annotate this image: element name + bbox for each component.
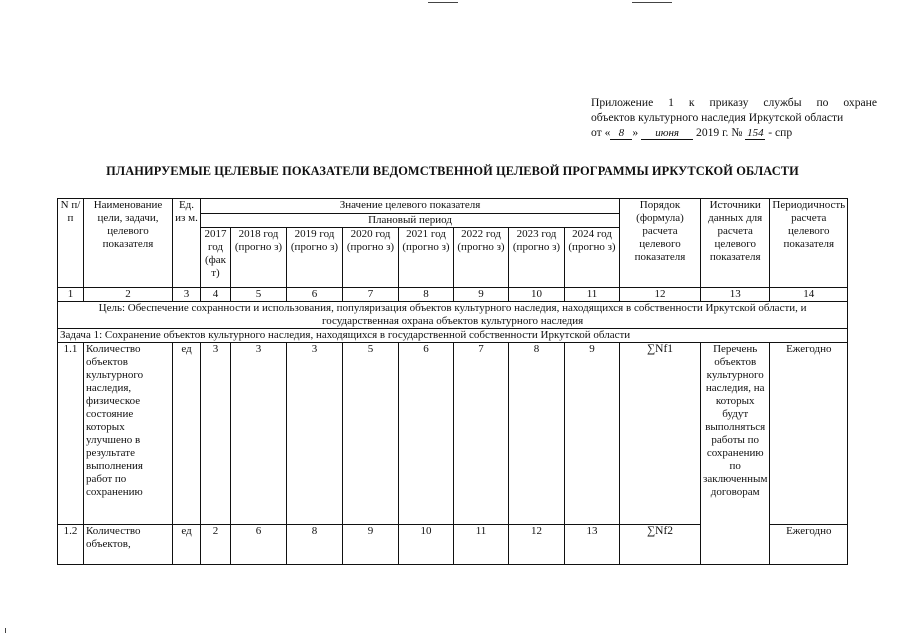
appendix-line-1: Приложение 1 к приказу службы по охране [591,96,877,109]
handwritten-number: 154 [747,127,764,139]
row-value: 9 [565,343,620,525]
row-unit: ед [173,525,201,565]
row-number: 1.1 [58,343,84,525]
row-value: 8 [509,343,565,525]
goal-row [58,302,848,329]
appendix-date-line [591,125,877,140]
header-year: 2022 год (прогно з) [454,228,509,288]
col-number: 13 [701,288,770,302]
header-year: 2023 год (прогно з) [509,228,565,288]
row-value: 10 [399,525,454,565]
row-value: 2 [201,525,231,565]
row-value: 11 [454,525,509,565]
handwritten-month: июня [641,128,693,140]
col-number: 4 [201,288,231,302]
row-period: Ежегодно [770,343,848,525]
header-num: N п/п [58,199,84,288]
col-number: 8 [399,288,454,302]
col-number: 5 [231,288,287,302]
row-formula: ∑Nf1 [620,343,701,525]
goal-text: Цель: Обеспечение сохранности и использования, популяризация объектов культурного наследия, находящихся в собственности Иркутской области, и государственная охрана объектов культурного наследия [58,302,848,329]
handwritten-day: 8 [610,128,632,140]
row-value: 7 [454,343,509,525]
date-prefix: от « [591,126,611,139]
row-value: 3 [231,343,287,525]
col-number: 7 [343,288,399,302]
row-value: 3 [201,343,231,525]
header-plan-period: Плановый период [201,214,620,228]
task-text: Задача 1: Сохранение объектов культурного наследия, находящихся в государственной собственности Иркутской области [58,329,848,343]
col-number: 2 [84,288,173,302]
col-number: 11 [565,288,620,302]
col-number: 1 [58,288,84,302]
header-sources: Источники данных для расчета целевого показателя [701,199,770,288]
row-value: 6 [399,343,454,525]
header-value-group: Значение целевого показателя [201,199,620,214]
col-number: 9 [454,288,509,302]
row-number: 1.2 [58,525,84,565]
indicators-table [57,198,848,565]
col-number: 6 [287,288,343,302]
page-title: ПЛАНИРУЕМЫЕ ЦЕЛЕВЫЕ ПОКАЗАТЕЛИ ВЕДОМСТВЕННОЙ ЦЕЛЕВОЙ ПРОГРАММЫ ИРКУТСКОЙ ОБЛАСТИ [106,164,799,178]
row-formula: ∑Nf2 [620,525,701,565]
row-value: 5 [343,343,399,525]
header-year: 2020 год (прогно з) [343,228,399,288]
appendix-line-2: объектов культурного наследия Иркутской области [591,111,844,124]
table-row [58,343,848,525]
header-year: 2019 год (прогно з) [287,228,343,288]
row-value: 9 [343,525,399,565]
row-indicator-name: Количество объектов, [84,525,173,565]
top-edge-line [632,2,672,3]
appendix-block [591,95,877,140]
header-row-1 [58,199,848,214]
header-year: 2017 год (фак т) [201,228,231,288]
row-value: 3 [287,343,343,525]
header-period: Периодичность расчета целевого показателя [770,199,848,288]
col-number: 14 [770,288,848,302]
header-name: Наименование цели, задачи, целевого показателя [84,199,173,288]
edge-mark [5,628,6,633]
col-number: 10 [509,288,565,302]
row-period: Ежегодно [770,525,848,565]
header-year: 2024 год (прогно з) [565,228,620,288]
date-suffix: - спр [768,126,793,139]
header-year: 2018 год (прогно з) [231,228,287,288]
col-number: 3 [173,288,201,302]
top-edge-line [428,2,458,3]
date-year: 2019 г. № [696,126,743,139]
row-value: 12 [509,525,565,565]
row-indicator-name: Количество объектов культурного наследия, физическое состояние которых улучшено в результате выполнения работ по сохранению [84,343,173,525]
row-value: 8 [287,525,343,565]
row-source: Перечень объектов культурного наследия, на которых будут выполняться работы по сохранению по заключенным договорам [701,343,770,565]
row-value: 13 [565,525,620,565]
header-formula: Порядок (формула) расчета целевого показателя [620,199,701,288]
task-row [58,329,848,343]
column-numbers-row [58,288,848,302]
header-year: 2021 год (прогно з) [399,228,454,288]
row-value: 6 [231,525,287,565]
row-unit: ед [173,343,201,525]
col-number: 12 [620,288,701,302]
header-unit: Ед. из м. [173,199,201,288]
quote-close: » [632,126,639,139]
